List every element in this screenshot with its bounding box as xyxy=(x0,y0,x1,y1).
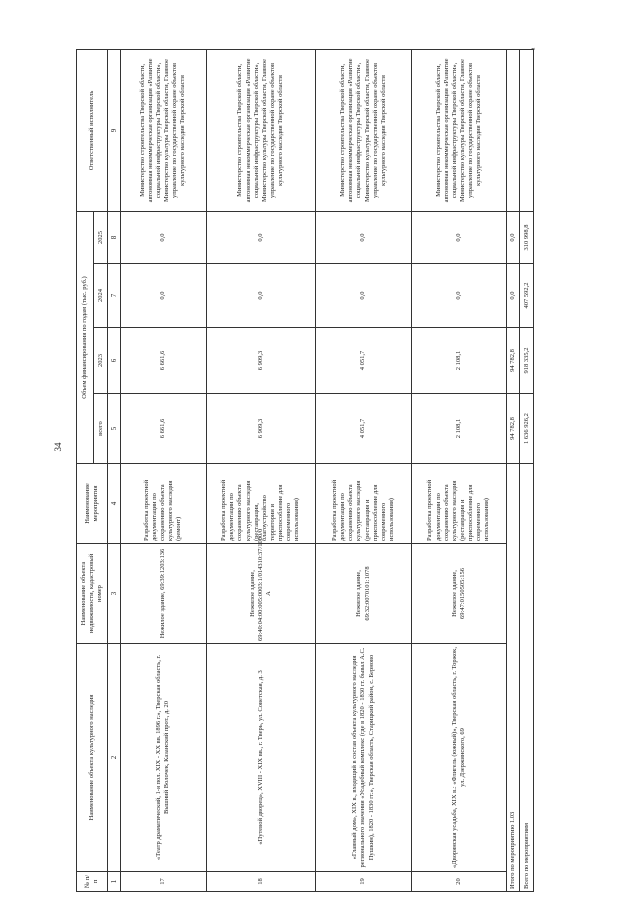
row-2024: 0,0 xyxy=(120,264,206,328)
row-num: 17 xyxy=(120,872,206,892)
grand-total-row xyxy=(520,49,534,891)
row-2024: 0,0 xyxy=(206,264,315,328)
row-total: 4 051,7 xyxy=(315,394,411,464)
rotated-table-container xyxy=(76,47,537,892)
row-num: 18 xyxy=(206,872,315,892)
row-2025: 0,0 xyxy=(315,211,411,263)
row-2024: 0,0 xyxy=(412,264,506,328)
row-object: «Театр драматический, 1-я пол. XIX - XX вв. 1896 г.», Тверская область, г. Вышний Волочек, Казанский прот., д. 20 xyxy=(120,644,206,872)
col-number: 6 xyxy=(108,328,120,394)
row-num: 20 xyxy=(412,872,506,892)
row-2024: 0,0 xyxy=(315,264,411,328)
header-funding: Объем финансирования по годам (тыс. руб.) xyxy=(77,211,94,463)
row-object: «Дворянская усадьба, XIX в.: «Флигель (южный)», Тверская область, г. Торжок, ул. Дзержинского, 69 xyxy=(412,644,506,872)
grand-total-2024: 407 592,2 xyxy=(520,264,534,328)
row-event: Разработка проектной документации по сохранению объекта культурного наследия (реставрация и приспособление для современного использования) xyxy=(315,464,411,544)
subtotal-2025: 0,0 xyxy=(506,211,520,263)
grand-total-label: Всего по мероприятиям xyxy=(520,464,534,892)
header-total: всего xyxy=(93,394,108,464)
row-total: 6 661,6 xyxy=(120,394,206,464)
col-number: 9 xyxy=(108,49,120,211)
row-executor: Министерство строительства Тверской области, автономная некоммерческая организация «Развитие социальной инфраструктуры Тверской области», Министерство культуры Тверской области, Главное управление по государственной охране объектов культурного наследия Тверской области xyxy=(206,49,315,211)
column-number-row xyxy=(108,49,120,891)
col-number: 1 xyxy=(108,872,120,892)
header-executor: Ответственный исполнитель xyxy=(77,49,108,211)
row-2025: 0,0 xyxy=(412,211,506,263)
col-number: 3 xyxy=(108,544,120,644)
grand-total-executor-empty xyxy=(520,47,537,211)
row-2023: 6 909,3 xyxy=(206,328,315,394)
col-number: 8 xyxy=(108,211,120,263)
subtotal-row xyxy=(506,49,520,891)
table-row xyxy=(315,49,411,891)
row-2023: 4 051,7 xyxy=(315,328,411,394)
header-2023: 2023 xyxy=(93,328,108,394)
row-executor: Министерство строительства Тверской области, автономная некоммерческая организация «Развитие социальной инфраструктуры Тверской области», Министерство культуры Тверской области, Главное управление по государственной охране объектов культурного наследия Тверской области xyxy=(412,49,506,211)
col-number: 7 xyxy=(108,264,120,328)
row-2025: 0,0 xyxy=(206,211,315,263)
row-2023: 6 661,6 xyxy=(120,328,206,394)
header-event: Наименование мероприятия xyxy=(77,464,108,544)
heritage-funding-table xyxy=(76,47,537,892)
row-event: Разработка проектной документации по сохранению объекта культурного наследия (реставрация, благоустройство территории и приспособление для современного использования) xyxy=(206,464,315,544)
header-num: № п/п xyxy=(77,872,108,892)
row-object: «Главный дом», XIX в., входящий в состав объекта культурного наследия регионального значения «Усадебный комплекс (где в 1820 - 1830 гг. бывал А.С. Пушкин), 1820 - 1830 гг.», Тверская область, Старицкий район, с. Берново xyxy=(315,644,411,872)
row-2025: 0,0 xyxy=(120,211,206,263)
header-2025: 2025 xyxy=(93,211,108,263)
subtotal-2023: 94 782,8 xyxy=(506,328,520,394)
corner-mark: a xyxy=(530,47,537,51)
page-number: 34 xyxy=(53,442,63,452)
row-num: 19 xyxy=(315,872,411,892)
col-number: 2 xyxy=(108,644,120,872)
row-event: Разработка проектной документации по сохранению объекта культурного наследия (реставрация и приспособление для современного использования) xyxy=(412,464,506,544)
table-row xyxy=(120,49,206,891)
row-object: «Путевой дворец», XVIII - XIX вв., г. Тверь, ул. Советская, д. 3 xyxy=(206,644,315,872)
row-executor: Министерство строительства Тверской области, автономная некоммерческая организация «Развитие социальной инфраструктуры Тверской области», Министерство культуры Тверской области, Главное управление по государственной охране объектов культурного наследия Тверской области xyxy=(315,49,411,211)
col-number: 4 xyxy=(108,464,120,544)
row-property: Нежилое здание, 69:32:0070101:1078 xyxy=(315,544,411,644)
header-2024: 2024 xyxy=(93,264,108,328)
grand-total-2023: 918 335,2 xyxy=(520,328,534,394)
header-object: Наименование объекта культурного наследия xyxy=(77,644,108,872)
subtotal-label: Итого по мероприятию 1.03 xyxy=(506,464,520,892)
table-row xyxy=(206,49,315,891)
table-row xyxy=(412,49,506,891)
row-total: 6 909,3 xyxy=(206,394,315,464)
grand-total-total: 1 636 926,2 xyxy=(520,394,534,464)
row-event: Разработка проектной документации по сохранению объекта культурного наследия (ремонт) xyxy=(120,464,206,544)
row-executor: Министерство строительства Тверской области, автономная некоммерческая организация «Развитие социальной инфраструктуры Тверской области», Министерство культуры Тверской области, Главное управление по государственной охране объектов культурного наследия Тверской области xyxy=(120,49,206,211)
row-property: Нежилое здание, 69:40:04:00:005:0003:1/014310:37/1000/0 А xyxy=(206,544,315,644)
header-property: Наименование объекта недвижимости, кадастровый номер xyxy=(77,544,108,644)
subtotal-total: 94 782,8 xyxy=(506,394,520,464)
row-2023: 2 108,1 xyxy=(412,328,506,394)
col-number: 5 xyxy=(108,394,120,464)
subtotal-executor-empty xyxy=(506,49,520,211)
row-property: Нежилое здание, 69:47:0150505:156 xyxy=(412,544,506,644)
row-total: 2 108,1 xyxy=(412,394,506,464)
row-property: Нежилое здание, 69:39:1203:136 xyxy=(120,544,206,644)
grand-total-2025: 310 998,8 xyxy=(520,211,534,263)
subtotal-2024: 0,0 xyxy=(506,264,520,328)
